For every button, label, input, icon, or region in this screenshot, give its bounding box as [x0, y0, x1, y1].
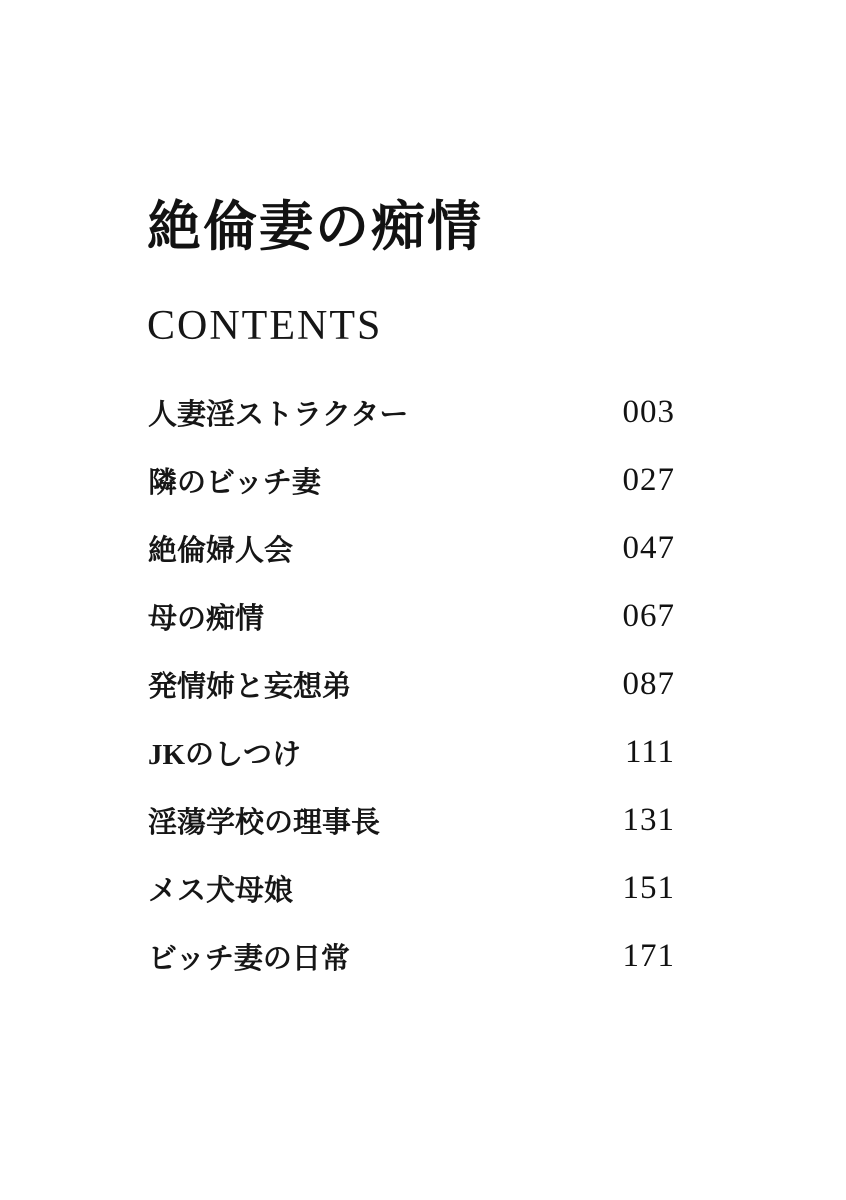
chapter-title: 絶倫婦人会	[148, 534, 294, 567]
chapter-page-number: 027	[622, 461, 675, 498]
chapter-page-number: 047	[622, 529, 675, 566]
toc-entry	[148, 786, 675, 854]
chapter-page-number: 111	[624, 733, 675, 770]
toc-entry	[148, 922, 675, 990]
toc-list	[148, 378, 675, 990]
chapter-page-number: 171	[622, 937, 675, 974]
chapter-page-number: 151	[622, 869, 675, 906]
toc-entry	[148, 378, 675, 446]
toc-entry	[148, 582, 675, 650]
chapter-title: ビッチ妻の日常	[148, 942, 350, 975]
chapter-title: JKのしつけ	[148, 738, 302, 771]
toc-entry	[148, 514, 675, 582]
toc-entry	[148, 446, 675, 514]
chapter-page-number: 131	[622, 801, 675, 838]
toc-entry	[148, 718, 675, 786]
chapter-page-number: 003	[622, 393, 675, 430]
chapter-page-number: 067	[622, 597, 675, 634]
chapter-title: 発情姉と妄想弟	[148, 670, 352, 703]
toc-entry	[148, 854, 675, 922]
chapter-title: 母の痴情	[148, 602, 265, 635]
chapter-page-number: 087	[622, 665, 675, 702]
chapter-title: メス犬母娘	[148, 874, 294, 907]
toc-entry	[148, 650, 675, 718]
chapter-title: 隣のビッチ妻	[148, 466, 321, 499]
book-title: 絶倫妻の痴情	[147, 197, 483, 257]
chapter-title: 淫蕩学校の理事長	[148, 806, 381, 839]
contents-heading: CONTENTS	[147, 303, 383, 349]
chapter-title: 人妻淫ストラクター	[148, 398, 409, 431]
